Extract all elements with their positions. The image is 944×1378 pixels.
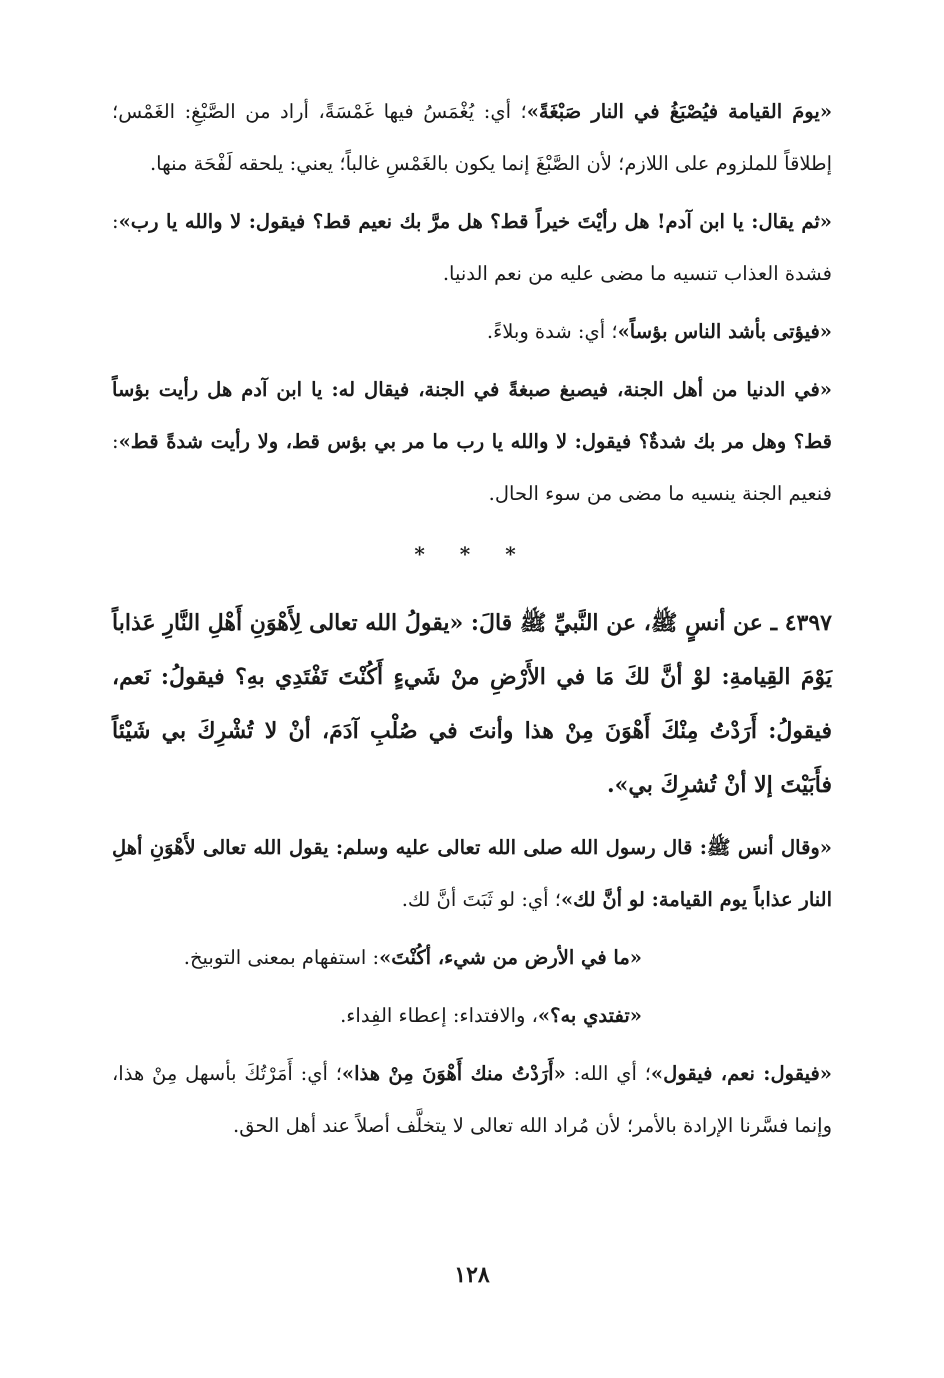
commentary-paragraph [112,1048,832,1152]
commentary-text: : استفهام بمعنى التوبيخ. [183,946,380,969]
section-divider: * * * [414,542,530,566]
quoted-text: «أَرَدْتُ منك أَهْوَنَ مِنْ هذا» [341,1062,566,1085]
hadith-text: ٤٣٩٧ ـ عن أنسٍ ﷺ، عن النَّبيِّ ﷺ قالَ: «يقولُ الله تعالى لِأَهْوَنِ أَهْلِ النَّارِ عَذاباً يَوْمَ القِيامةِ: لوْ أنَّ لكَ مَا في الأَرْضِ منْ شَيءٍ أَكُنْتَ تَفْتَدِي بهِ؟ فيقولُ: نَعم، فيقولُ: أَرَدْتُ مِنْكَ أَهْوَنَ مِنْ هذا وأنتَ في صُلْبِ آدَمَ، أنْ لا تُشْرِكَ بي شَيْئاً فأَبَيْتَ إلا أنْ تُشرِكَ بي». [112,610,832,798]
commentary-paragraph [112,932,832,984]
page-number: ١٢٨ [454,1262,490,1288]
quoted-text: «وقال أنس ﷺ: قال رسول الله صلى الله تعالى عليه وسلم: يقول الله تعالى لأَهْوَنِ أهلِ النار عذاباً يوم القيامة: لو أنَّ لك» [112,836,832,911]
commentary-text: ؛ أي: أَمَرْتُكَ بأسهل مِنْ هذا، وإنما فسَّرنا الإرادة بالأمر؛ لأن مُراد الله تعالى لا يتخلَّف أصلاً عند أهل الحق. [112,1062,832,1137]
commentary-paragraph [112,86,832,190]
commentary-text: ؛ أي: لو ثَبَتَ أنَّ لك. [401,888,561,911]
quoted-text: «في الدنيا من أهل الجنة، فيصبغ صبغةً في الجنة، فيقال له: يا ابن آدم هل رأيت بؤساً قط؟ وهل مر بك شدةٌ؟ فيقول: لا والله يا رب ما مر بي بؤس قط، ولا رأيت شدةً قط» [112,378,832,453]
commentary-paragraph [112,364,832,520]
commentary-paragraph [112,990,832,1042]
commentary-text: ، والافتداء: إعطاء الفِداء. [340,1004,538,1027]
commentary-paragraph [112,306,832,358]
commentary-text: ؛ أي الله: [565,1062,651,1085]
quoted-text: «فيؤتى بأشد الناس بؤساً» [617,320,832,343]
commentary-text: ؛ أي: شدة وبلاءً. [486,320,618,343]
commentary-paragraph [112,822,832,926]
quoted-text: «ما في الأرض من شيء، أكُنْتَ» [379,946,642,969]
commentary-text: : فشدة العذاب تنسيه ما مضى عليه من نعم الدنيا. [112,210,832,285]
quoted-text: «ثم يقال: يا ابن آدم! هل رأيْتَ خيراً قط؟ هل مرَّ بك نعيم قط؟ فيقول: لا والله يا رب» [118,210,832,233]
quoted-text: «يومَ القيامة فيُصْبَغُ في النار صَبْغَةً» [526,100,833,123]
quoted-text: «فيقول: نعم، فيقول» [650,1062,832,1085]
page-content [112,86,832,1158]
commentary-paragraph [112,196,832,300]
quoted-text: «تفتدي به؟» [537,1004,642,1027]
commentary-text: ؛ أي: يُغْمَسُ فيها غَمْسَةً، أراد من الصَّبْغِ: الغَمْس؛ إطلاقاً للملزوم على اللازم؛ لأن الصَّبْغَ إنما يكون بالغَمْسِ غالباً؛ يعني: يلحقه لَفْحَة منها. [112,100,832,175]
commentary-text: : فنعيم الجنة ينسيه ما مضى من سوء الحال. [112,430,832,505]
